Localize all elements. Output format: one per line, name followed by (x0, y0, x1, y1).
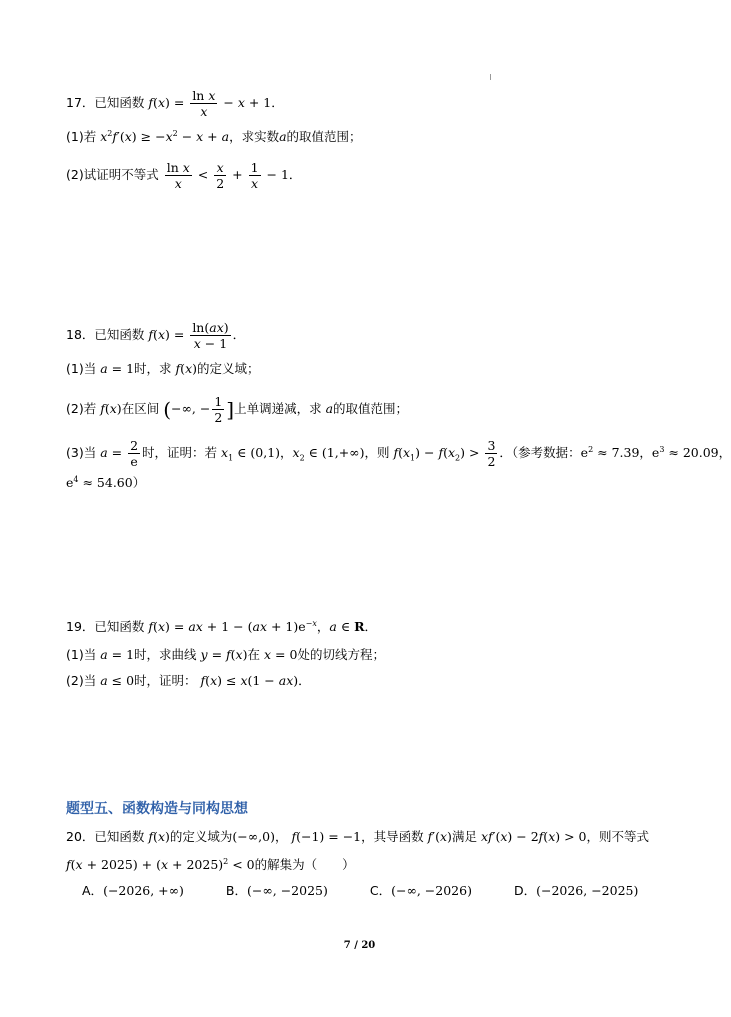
option-a[interactable]: A．(−2026, +∞) (82, 883, 184, 898)
section-heading: 题型五、函数构造与同构思想 (66, 801, 248, 817)
q17-part2: (2)试证明不等式 $\frac{\text{ln x}}{x}$ < $\frac{x}{2}$ + $\frac{1}{x}$ − 1． (66, 160, 302, 191)
option-d[interactable]: D．(−2026, −2025) (513, 883, 639, 898)
q18-part2: (2)若 f(x)在区间 (−∞, − $\frac{1}{2}$ ]上单调递减，求 a的取值范围； (66, 394, 409, 425)
q19-stem: 19．已知函数 f(x) = ax + $1 - (ax + 1)e^{-x}$，a ∈ R． (66, 618, 377, 634)
page-number: 7 / 20 (343, 940, 376, 951)
fraction: $\frac{3}{2}$ (487, 438, 496, 469)
fraction: $\frac{\ln(ax)}{x - 1}$ (192, 320, 229, 351)
q20-stem: 20．已知函数 f(x)的定义域为(−∞,0)， f(−1) = −1，其导函数 f′(x)满足 xf′(x) − 2f(x) > 0，则不等式 (66, 829, 650, 844)
q18-stem: 18．已知函数 f(x) = $\frac{\ln(ax)}{x - 1}$ ． (66, 320, 246, 351)
fraction: $\frac{\text{ln x}}{x}$ (166, 160, 190, 191)
q17-part1: (1)若 $x^2f'(x) \ge -x^2 - x + a$，求实数a的取值范围； (66, 128, 362, 144)
option-b[interactable]: B．(−∞, −2025) (225, 883, 328, 898)
fraction: $\frac{1}{2}$ (214, 394, 223, 425)
q17-stem: 17．已知函数 f(x) = $\frac{\text{ln x}}{x}$ − x + 1． (66, 88, 284, 119)
q18-part3: (3)当 a = $\frac{2}{e}$ 时，证明：若 $x_1$ ∈ (0,1)，$x_2$ ∈ (1,+∞)，则 $f(x_1) - f(x_2)$ > $\frac{3}{2}$ ．（参考数据：$e^2 \approx 7.39$，$e^3 \approx 20.09$， (66, 438, 731, 469)
fraction: $\frac{\text{ln x}}{x}$ (192, 88, 216, 119)
q20-inequality: $f(x + 2025) + (x + 2025)^2 < 0$的解集为（ ） (66, 856, 355, 872)
q19-part2: (2)当 a ≤ 0时，证明： f(x) ≤ x(1 − ax)． (66, 673, 311, 688)
q18-part1: (1)当 a = 1时，求 f(x)的定义域； (66, 361, 260, 376)
fraction: $\frac{x}{2}$ (216, 160, 225, 191)
q18-part3-cont: $e^4 \approx 54.60$） (66, 474, 146, 490)
q19-part1: (1)当 a = 1时，求曲线 y = f(x)在 x = 0处的切线方程； (66, 647, 385, 662)
q20-options (82, 882, 679, 900)
fraction: $\frac{1}{x}$ (250, 160, 259, 191)
margin-mark (490, 74, 491, 80)
option-c[interactable]: C．(−∞, −2026) (369, 883, 472, 898)
fraction: $\frac{2}{e}$ (130, 438, 139, 469)
